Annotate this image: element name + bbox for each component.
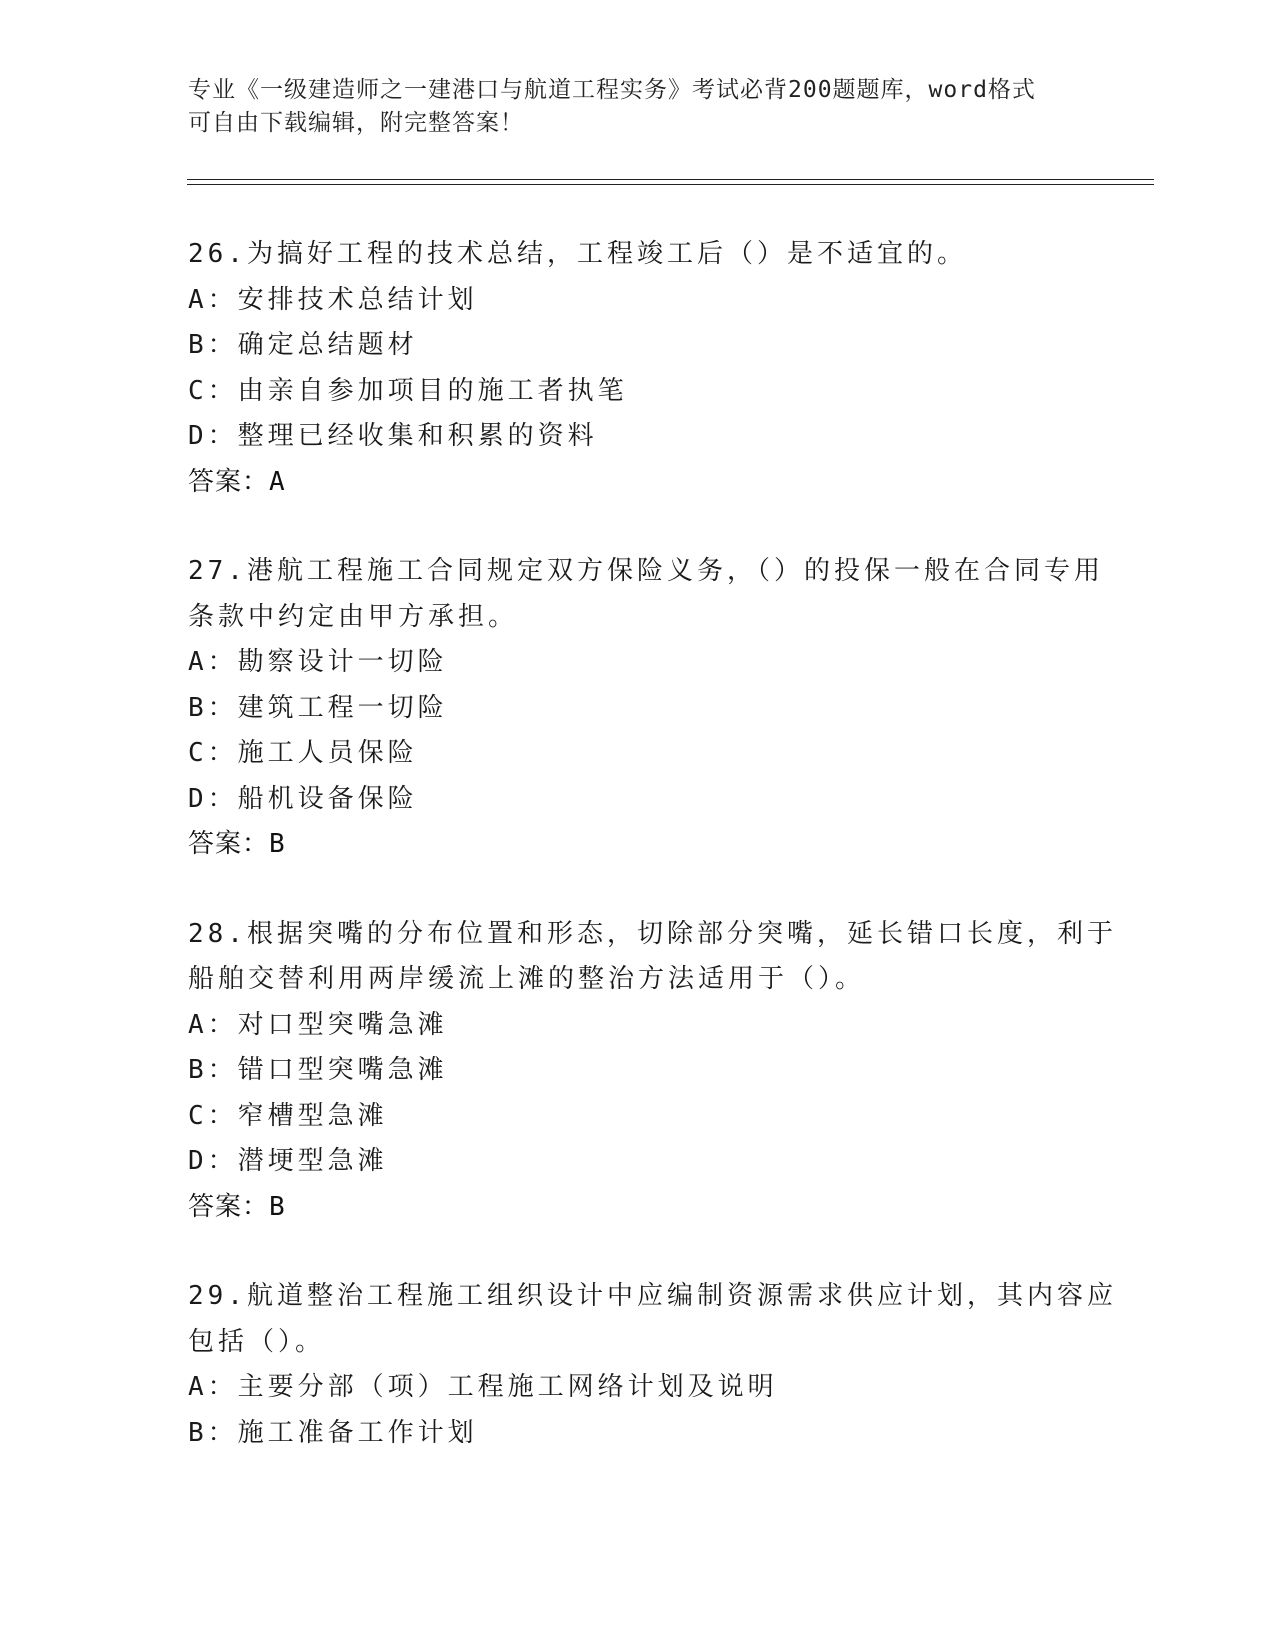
answer-option: A：勘察设计一切险: [188, 647, 448, 677]
answer-option: A：主要分部（项）工程施工网络计划及说明: [188, 1372, 778, 1402]
header-line-1: 专业《一级建造师之一建港口与航道工程实务》考试必背200题题库，word格式: [188, 77, 1036, 103]
answer-option: A：对口型突嘴急滩: [188, 1009, 448, 1040]
header-divider-top: [187, 179, 1154, 180]
question-block: [188, 549, 1104, 868]
header-divider-bottom: [187, 184, 1154, 185]
question-text: 29.航道整治工程施工组织设计中应编制资源需求供应计划，其内容应: [188, 1281, 1117, 1311]
header-line-2: 可自由下载编辑，附完整答案！: [188, 110, 524, 136]
question-text: 27.港航工程施工合同规定双方保险义务，（）的投保一般在合同专用: [188, 556, 1104, 586]
question-text: 条款中约定由甲方承担。: [188, 601, 519, 632]
answer-key: 答案：A: [188, 466, 286, 497]
answer-option: B：建筑工程一切险: [188, 692, 448, 723]
answer-option: D：船机设备保险: [188, 783, 418, 814]
answer-option: C：窄槽型急滩: [188, 1100, 388, 1131]
answer-option: D：整理已经收集和积累的资料: [188, 421, 598, 451]
question-list: [188, 232, 1117, 1500]
answer-key: 答案：B: [188, 829, 286, 859]
answer-option: D：潜埂型急滩: [188, 1146, 388, 1176]
answer-key: 答案：B: [188, 1191, 286, 1222]
answer-option: C：施工人员保险: [188, 738, 418, 768]
question-block: [188, 232, 1088, 505]
question-block: [188, 912, 1117, 1231]
question-text: 26.为搞好工程的技术总结，工程竣工后（）是不适宜的。: [188, 239, 967, 269]
question-block: [188, 1274, 1117, 1456]
document-header: [188, 74, 1088, 140]
answer-option: A：安排技术总结计划: [188, 284, 478, 315]
question-text: 船舶交替利用两岸缓流上滩的整治方法适用于（）。: [188, 964, 866, 994]
answer-option: C：由亲自参加项目的施工者执笔: [188, 375, 628, 406]
question-text: 包括（）。: [188, 1326, 326, 1357]
question-text: 28.根据突嘴的分布位置和形态，切除部分突嘴，延长错口长度，利于: [188, 918, 1117, 949]
answer-option: B：错口型突嘴急滩: [188, 1055, 448, 1085]
answer-option: B：确定总结题材: [188, 330, 418, 360]
answer-option: B：施工准备工作计划: [188, 1417, 478, 1448]
